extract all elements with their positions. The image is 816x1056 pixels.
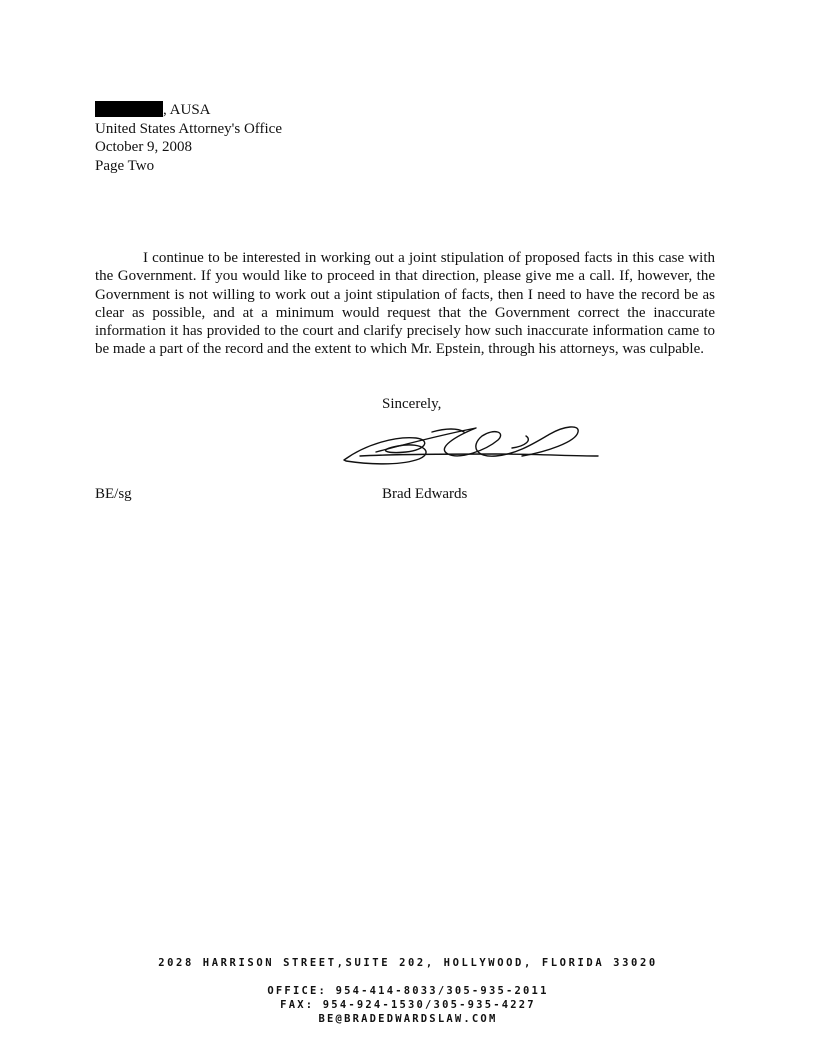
typist-initials: BE/sg <box>95 486 132 502</box>
footer-fax: FAX: 954-924-1530/305-935-4227 <box>280 999 536 1011</box>
body-paragraph: I continue to be interested in working out a joint stipulation of proposed facts in this case with the Government. If you would like to proceed in that direction, please give me a call. If, however, the Government is not willing to work out a joint stipulation of facts, then I need to have the record be as clear as possible, and at a minimum would request that the Government correct the inaccurate information it has provided to the court and clarify precisely how such inaccurate information came to be made a part of the record and the extent to which Mr. Epstein, through his attorneys, was culpable. <box>95 250 715 358</box>
recipient-line <box>95 101 282 120</box>
footer-email: BE@BRADEDWARDSLAW.COM <box>318 1013 498 1025</box>
footer-address: 2028 HARRISON STREET,SUITE 202, HOLLYWOOD, FLORIDA 33020 <box>158 957 658 969</box>
redaction-bar <box>95 101 163 117</box>
closing-salutation: Sincerely, <box>382 396 442 412</box>
page-label: Page Two <box>95 157 155 174</box>
signer-name: Brad Edwards <box>382 486 468 502</box>
letter-date: October 9, 2008 <box>95 139 193 155</box>
letter-header <box>95 101 282 175</box>
recipient-office: United States Attorney's Office <box>95 120 282 137</box>
recipient-title: , AUSA <box>163 102 211 118</box>
footer-office-phone: OFFICE: 954-414-8033/305-935-2011 <box>267 985 549 997</box>
handwritten-signature <box>336 414 606 474</box>
